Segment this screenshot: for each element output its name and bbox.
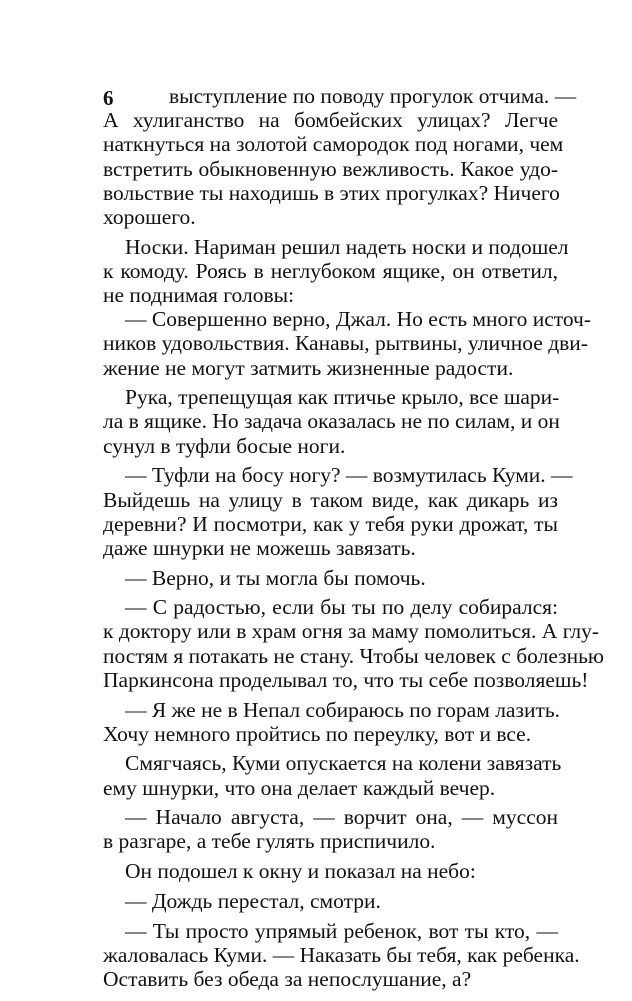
text-line: жаловалась Куми. — Наказать бы тебя, как ребенка. <box>103 942 580 967</box>
text-line: — Дождь перестал, смотри. <box>125 888 381 913</box>
text-line: наткнуться на золотой самородок под ногами, чем <box>103 132 564 157</box>
text-line: вольствие ты находишь в этих прогулках? Ничего <box>103 180 560 205</box>
text-line: — Туфли на босу ногу? — возмутилась Куми. — <box>125 463 573 488</box>
text-line: хорошего. <box>103 204 196 229</box>
paragraph <box>103 751 562 800</box>
text-line: выступление по поводу прогулок отчима. — <box>169 84 577 108</box>
text-line: жение не могут затмить жизненные радости. <box>103 355 514 380</box>
text-line: постям я потакать не стану. Чтобы человек с болезнью <box>103 643 604 668</box>
text-line: ников удовольствия. Канавы, рытвины, уличное дви- <box>103 331 588 356</box>
text-line: Рука, трепещущая как птичье крыло, все шари- <box>125 385 560 410</box>
paragraph <box>103 889 558 913</box>
text-line: Он подошел к окну и показал на небо: <box>125 859 476 884</box>
text-line: Выйдешь на улицу в таком виде, как дикарь из <box>103 487 558 512</box>
paragraph <box>103 595 604 692</box>
text-line: в разгаре, а тебе гулять приспичило. <box>103 829 436 854</box>
text-line: ла в ящике. Но задача оказалась не по силам, и он <box>103 409 560 434</box>
text-line: — С радостью, если бы ты по делу собирался: <box>125 595 558 620</box>
paragraph <box>103 463 573 560</box>
text-line: встретить обыкновенную вежливость. Какое удо- <box>103 156 558 181</box>
text-line: — Начало августа, — ворчит она, — муссон <box>125 805 558 830</box>
body-text <box>103 84 604 991</box>
text-line: А хулиганство на бомбейских улицах? Легче <box>103 108 558 133</box>
paragraph <box>103 566 558 590</box>
paragraph <box>103 918 580 992</box>
text-line: — Ты просто упрямый ребенок, вот ты кто, — <box>125 918 558 943</box>
paragraph <box>103 805 558 853</box>
paragraph <box>103 697 561 746</box>
text-line: даже шнурки не можешь завязать. <box>103 535 416 560</box>
paragraph <box>103 859 558 883</box>
text-line: — Верно, и ты могла бы помочь. <box>125 565 426 590</box>
text-line: Хочу немного пройтись по переулку, вот и все. <box>103 721 532 746</box>
text-line: — Я же не в Непал собираюсь по горам лазить. <box>125 697 561 722</box>
paragraph <box>103 84 577 229</box>
text-line: к доктору или в храм огня за маму помолиться. А глу- <box>103 619 600 644</box>
text-line: — Совершенно верно, Джал. Но есть много источ- <box>125 307 592 332</box>
text-line: Паркинсона проделывал то, что ты себе позволяешь! <box>103 667 589 692</box>
text-line: сунул в туфли босые ноги. <box>103 433 346 458</box>
page-number: 6 <box>103 86 114 110</box>
paragraph <box>103 234 592 380</box>
text-line: Смягчаясь, Куми опускается на колени завязать <box>125 751 562 776</box>
text-line: Носки. Нариман решил надеть носки и подошел <box>125 234 569 259</box>
text-line: к комоду. Роясь в неглубоком ящике, он ответил, <box>103 258 558 283</box>
text-line: ему шнурки, что она делает каждый вечер. <box>103 775 496 800</box>
text-line: Оставить без обеда за непослушание, а? <box>103 966 472 991</box>
text-line: деревни? И посмотри, как у тебя руки дрожат, ты <box>103 511 558 536</box>
paragraph <box>103 385 558 458</box>
text-line: не поднимая головы: <box>103 283 295 307</box>
